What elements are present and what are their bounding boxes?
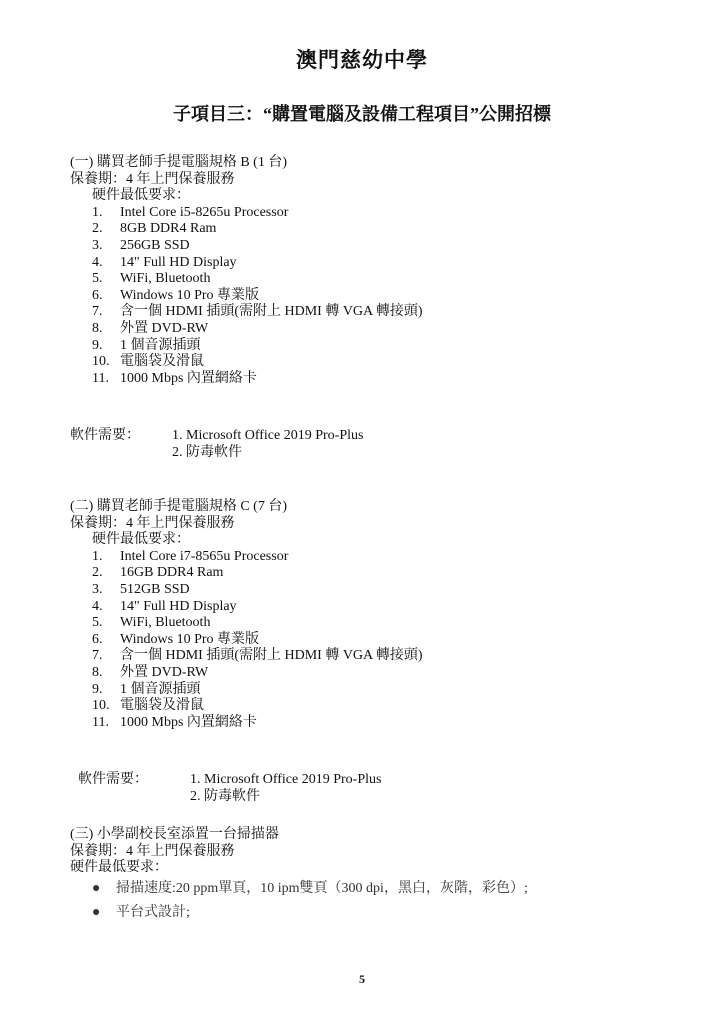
item-text: 電腦袋及滑鼠 [120, 354, 204, 370]
item-text: WiFi, Bluetooth [120, 615, 211, 631]
list-item [92, 549, 670, 566]
requirements-label: 硬件最低要求： [92, 532, 190, 548]
item-text: Windows 10 Pro 專業版 [120, 287, 260, 303]
bullet-icon: ● [92, 880, 101, 896]
warranty-line: 保養期：4 年上門保養服務 [70, 515, 235, 531]
item-number: 11. [92, 714, 109, 730]
section-heading: (三) 小學副校長室添置一台掃描器 [70, 827, 279, 842]
item-text: 1000 Mbps 內置網絡卡 [120, 370, 257, 386]
hardware-list [70, 205, 670, 388]
software-row [70, 428, 670, 445]
software-label: 軟件需要： [70, 428, 140, 443]
item-text: 電腦袋及滑鼠 [120, 698, 204, 714]
warranty-line: 保養期：4 年上門保養服務 [70, 843, 235, 859]
item-number: 10. [92, 698, 110, 714]
list-item [92, 682, 670, 699]
item-number: 4. [92, 598, 103, 614]
item-text: 外置 DVD-RW [120, 320, 209, 336]
hardware-list [70, 549, 670, 732]
list-item [92, 255, 670, 272]
item-number: 1. [92, 548, 103, 564]
list-item [92, 338, 670, 355]
list-item [92, 599, 670, 616]
software-label: 軟件需要： [78, 772, 148, 787]
warranty-line: 保養期：4 年上門保養服務 [70, 171, 235, 187]
section-spec-c [70, 499, 670, 731]
list-item [92, 288, 670, 305]
list-item [92, 304, 670, 321]
section-heading: (二) 購買老師手提電腦規格 C (7 台) [70, 499, 287, 514]
item-text: 256GB SSD [120, 237, 190, 253]
software-block-spec-b [70, 428, 670, 461]
item-text: 含一個 HDMI 插頭(需附上 HDMI 轉 VGA 轉接頭) [120, 304, 423, 320]
software-row [70, 789, 670, 806]
software-block-spec-c [70, 772, 670, 805]
requirements-label: 硬件最低要求： [70, 860, 168, 876]
software-item: 1. Microsoft Office 2019 Pro-Plus [190, 772, 382, 787]
item-number: 6. [92, 287, 103, 303]
list-item [92, 615, 670, 632]
bullet-text: 掃描速度:20 ppm單頁，10 ipm雙頁（300 dpi，黑白，灰階，彩色）; [116, 880, 528, 896]
software-row [70, 772, 670, 789]
item-text: 含一個 HDMI 插頭(需附上 HDMI 轉 VGA 轉接頭) [120, 648, 423, 664]
list-item [92, 565, 670, 582]
list-item [92, 698, 670, 715]
item-number: 4. [92, 254, 103, 270]
item-number: 3. [92, 581, 103, 597]
section-scanner [70, 827, 670, 925]
list-item [92, 205, 670, 222]
item-text: 外置 DVD-RW [120, 664, 209, 680]
item-number: 2. [92, 565, 103, 581]
list-item [92, 371, 670, 388]
list-item [92, 354, 670, 371]
item-text: 1 個音源插頭 [120, 681, 201, 697]
page-number: 5 [359, 972, 365, 986]
item-text: Intel Core i7-8565u Processor [120, 548, 289, 564]
item-number: 5. [92, 271, 103, 287]
requirements-label: 硬件最低要求： [92, 188, 190, 204]
item-number: 7. [92, 648, 103, 664]
scanner-requirements [70, 877, 670, 925]
item-number: 5. [92, 615, 103, 631]
item-number: 2. [92, 221, 103, 237]
item-number: 8. [92, 320, 103, 336]
item-number: 7. [92, 304, 103, 320]
item-number: 8. [92, 664, 103, 680]
list-item [92, 877, 670, 901]
item-number: 1. [92, 204, 103, 220]
list-item [92, 715, 670, 732]
list-item [92, 901, 670, 925]
section-heading: (一) 購買老師手提電腦規格 B (1 台) [70, 155, 287, 170]
software-item: 2. 防毒軟件 [172, 444, 242, 460]
item-text: 14" Full HD Display [120, 254, 237, 270]
item-number: 9. [92, 681, 103, 697]
list-item [92, 221, 670, 238]
item-text: 8GB DDR4 Ram [120, 221, 217, 237]
item-number: 3. [92, 237, 103, 253]
software-item: 2. 防毒軟件 [190, 788, 260, 804]
item-text: 14" Full HD Display [120, 598, 237, 614]
item-text: 1 個音源插頭 [120, 337, 201, 353]
list-item [92, 321, 670, 338]
project-title: 子項目三：“購置電腦及設備工程項目”公開招標 [173, 104, 551, 124]
item-text: 512GB SSD [120, 581, 190, 597]
item-text: WiFi, Bluetooth [120, 271, 211, 287]
list-item [92, 582, 670, 599]
list-item [92, 238, 670, 255]
item-text: 1000 Mbps 內置網絡卡 [120, 714, 257, 730]
item-number: 10. [92, 354, 110, 370]
item-number: 11. [92, 370, 109, 386]
software-item: 1. Microsoft Office 2019 Pro-Plus [172, 428, 364, 443]
item-text: 16GB DDR4 Ram [120, 565, 224, 581]
school-title: 澳門慈幼中學 [296, 48, 428, 72]
list-item [92, 632, 670, 649]
item-text: Windows 10 Pro 專業版 [120, 631, 260, 647]
list-item [92, 271, 670, 288]
item-text: Intel Core i5-8265u Processor [120, 204, 289, 220]
list-item [92, 648, 670, 665]
item-number: 6. [92, 631, 103, 647]
bullet-icon: ● [92, 904, 101, 920]
item-number: 9. [92, 337, 103, 353]
bullet-text: 平台式設計; [116, 904, 190, 920]
software-row [70, 445, 670, 462]
section-spec-b [70, 155, 670, 387]
list-item [92, 665, 670, 682]
